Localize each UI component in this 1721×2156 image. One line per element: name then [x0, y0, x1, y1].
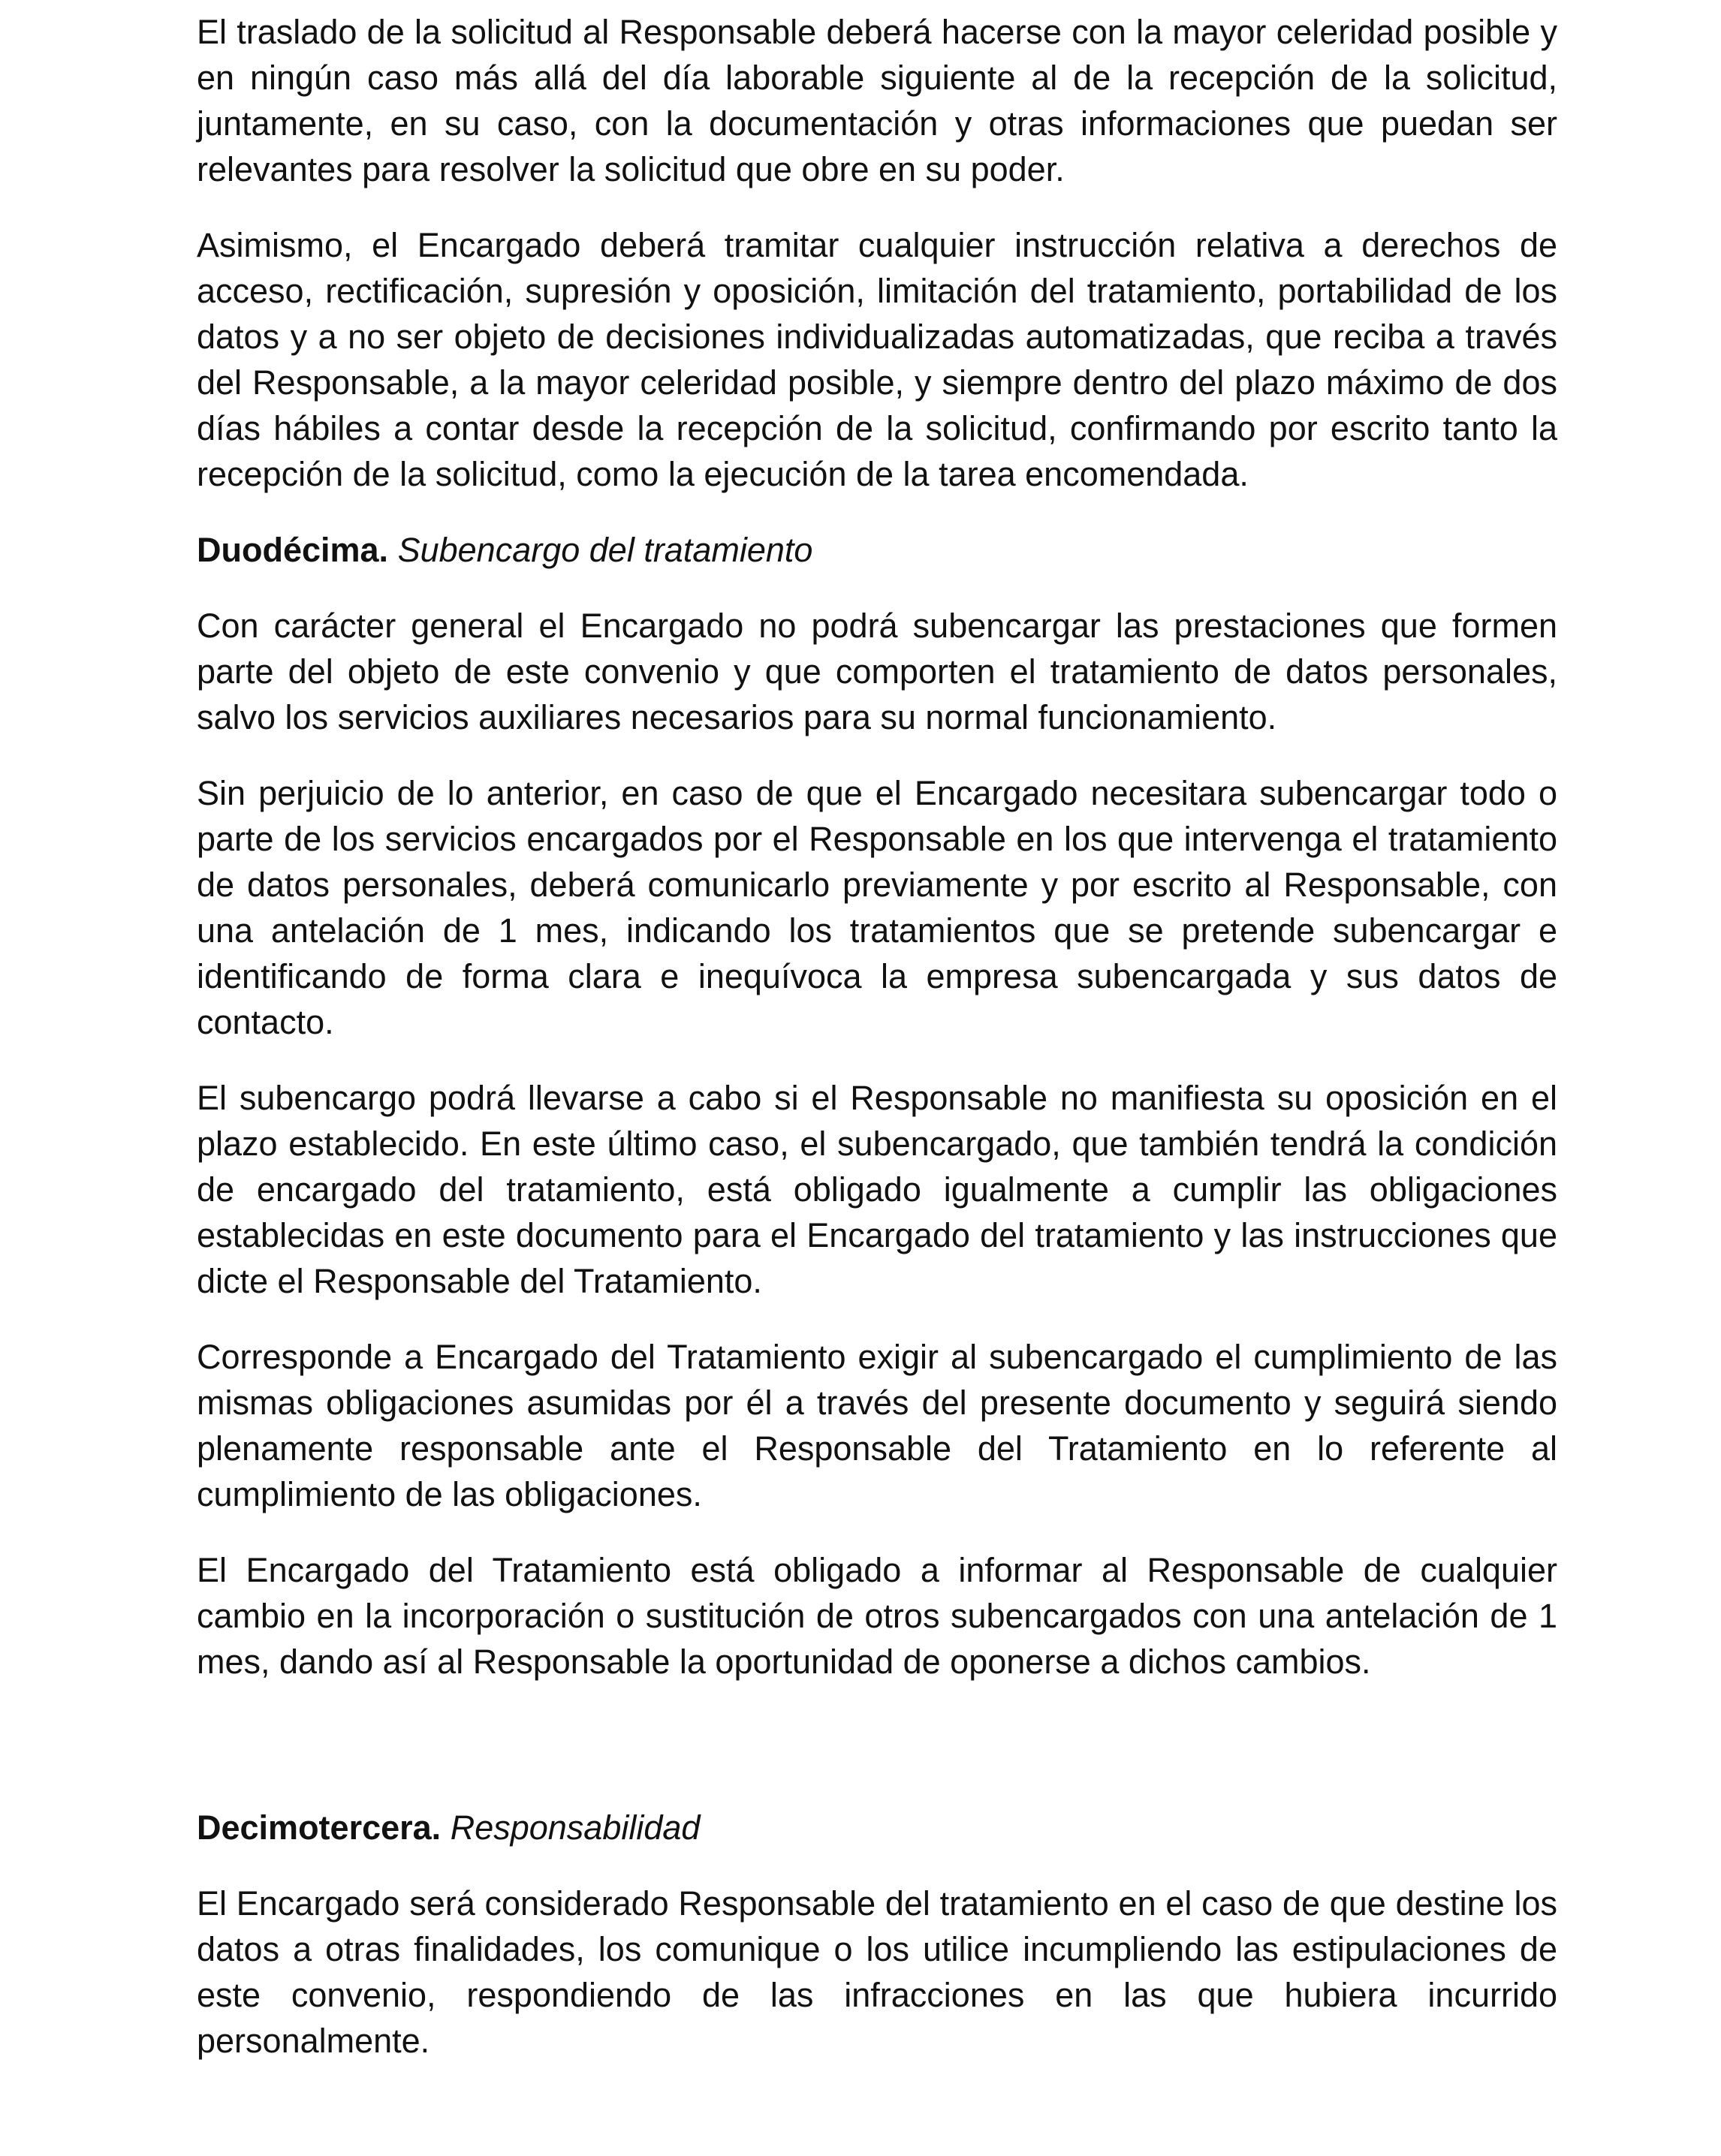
section-number: Duodécima. — [197, 531, 389, 569]
section-number: Decimotercera. — [197, 1808, 442, 1847]
section-heading-decimotercera — [197, 1805, 1557, 1850]
paragraph-subencargo-comunicacion: Sin perjuicio de lo anterior, en caso de que el Encargado necesitara subencargar todo o parte de los servicios encargados por el Responsable en los que intervenga el tratamiento de datos personales, deberá comunicarlo previamente y por escrito al Responsable, con una antelación de 1 mes, indicando los tratamientos que se pretende subencargar e identificando de forma clara e inequívoca la empresa subencargada y sus datos de contacto. — [197, 774, 1557, 1041]
paragraph-subencargo-general: Con carácter general el Encargado no podrá subencargar las prestaciones que formen parte del objeto de este convenio y que comporten el tratamiento de datos personales, salvo los servicios auxiliares necesarios para su normal funcionamiento. — [197, 607, 1557, 736]
paragraph-tramitar-instrucciones: Asimismo, el Encargado deberá tramitar cualquier instrucción relativa a derechos de acceso, rectificación, supresión y oposición, limitación del tratamiento, portabilidad de los datos y a no ser objeto de decisiones individualizadas automatizadas, que reciba a través del Responsable, a la mayor celeridad posible, y siempre dentro del plazo máximo de dos días hábiles a contar desde la recepción de la solicitud, confirmando por escrito tanto la recepción de la solicitud, como la ejecución de la tarea encomendada. — [197, 226, 1557, 493]
paragraph-subencargo-oposicion: El subencargo podrá llevarse a cabo si el Responsable no manifiesta su oposición en el plazo establecido. En este último caso, el subencargado, que también tendrá la condición de encargado del tratamiento, está obligado igualmente a cumplir las obligaciones establecidas en este documento para el Encargado del tratamiento y las instrucciones que dicte el Responsable del Tratamiento. — [197, 1079, 1557, 1300]
paragraph-responsabilidad: El Encargado será considerado Responsable del tratamiento en el caso de que destine los datos a otras finalidades, los comunique o los utilice incumpliendo las estipulaciones de este convenio, respondiendo de las infracciones en las que hubiera incurrido personalmente. — [197, 1884, 1557, 2060]
paragraph-traslado-solicitud: El traslado de la solicitud al Responsable deberá hacerse con la mayor celeridad posible y en ningún caso más allá del día laborable siguiente al de la recepción de la solicitud, juntamente, en su caso, con la documentación y otras informaciones que puedan ser relevantes para resolver la solicitud que obre en su poder. — [197, 13, 1557, 188]
paragraph-subencargo-exigencia: Corresponde a Encargado del Tratamiento exigir al subencargado el cumplimiento de las mismas obligaciones asumidas por él a través del presente documento y seguirá siendo plenamente responsable ante el Responsable del Tratamiento en lo referente al cumplimiento de las obligaciones. — [197, 1338, 1557, 1513]
document-page — [197, 9, 1557, 2064]
section-title: Responsabilidad — [450, 1808, 701, 1847]
section-heading-duodecima — [197, 527, 1557, 573]
section-title: Subencargo del tratamiento — [397, 531, 813, 569]
paragraph-subencargo-cambios: El Encargado del Tratamiento está obligado a informar al Responsable de cualquier cambio en la incorporación o sustitución de otros subencargados con una antelación de 1 mes, dando así al Responsable la oportunidad de oponerse a dichos cambios. — [197, 1551, 1557, 1681]
